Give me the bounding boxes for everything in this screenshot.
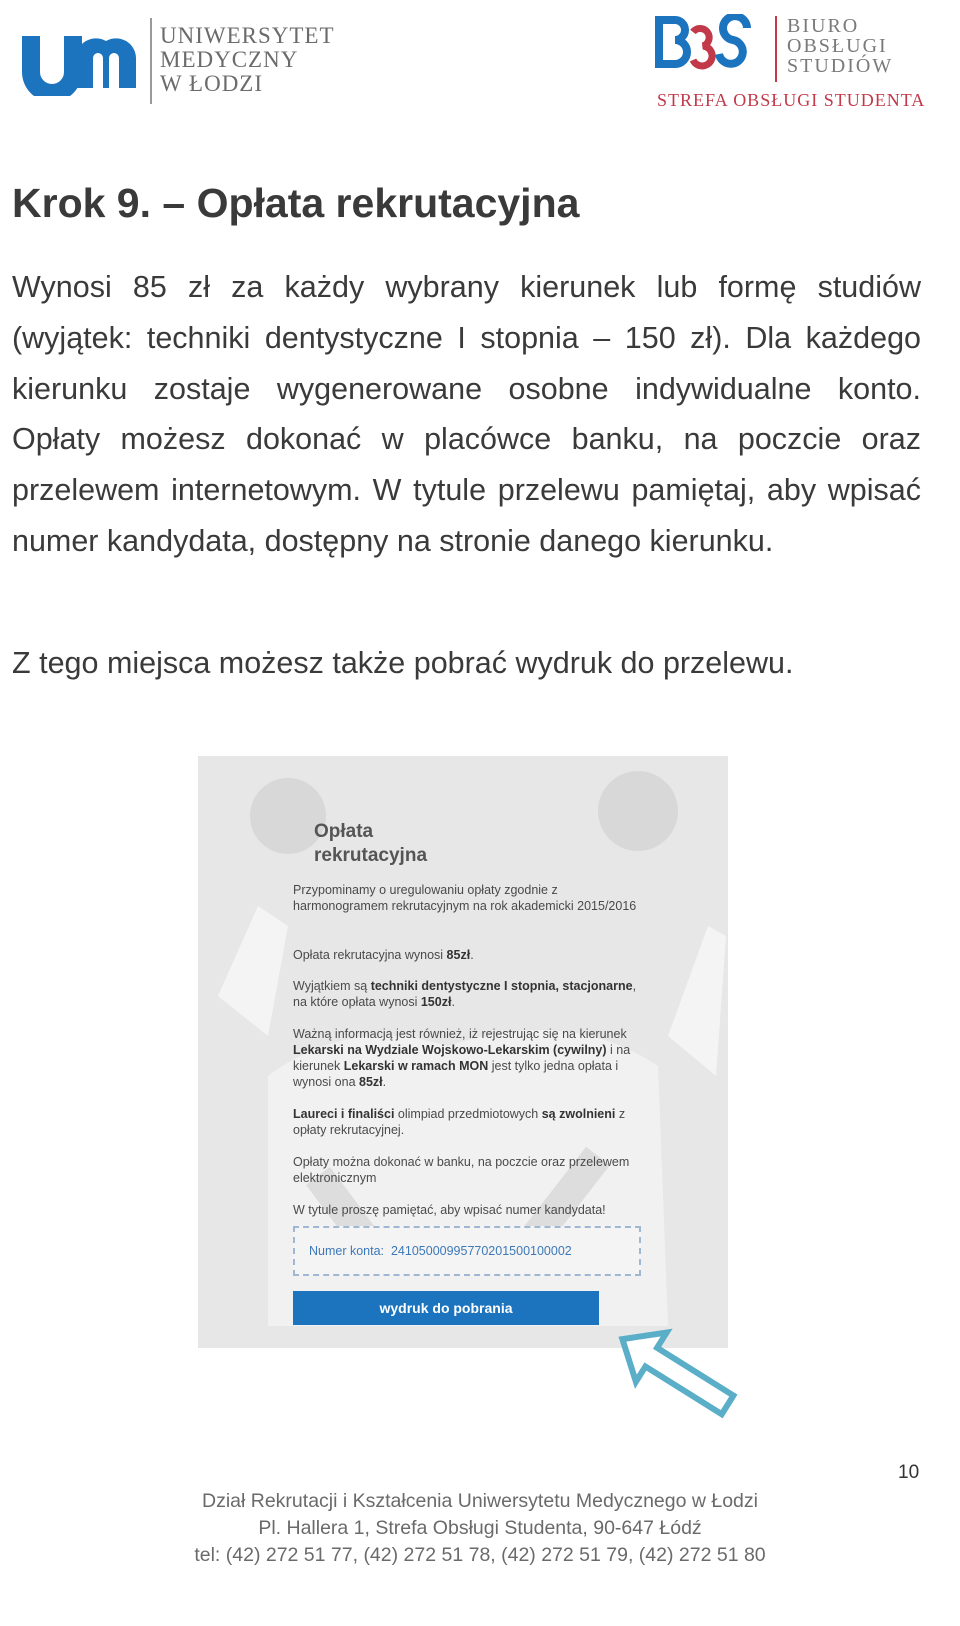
bos-logo-text: [787, 16, 893, 76]
fee-card-title-line2: rekrutacyjna: [314, 845, 428, 866]
fee-military-f: 85zł: [359, 1075, 383, 1089]
bos-logo-line1: BIURO: [787, 15, 860, 37]
fee-amount-prefix: Opłata rekrutacyjna wynosi: [293, 948, 447, 962]
fee-payment-methods-text: Opłaty można dokonać w banku, na poczcie oraz przelewem elektronicznym: [293, 1155, 630, 1185]
fee-exception-d: 150zł: [420, 995, 452, 1009]
fee-exception-a: Wyjątkiem są: [293, 979, 371, 993]
account-number-value: 24105000995770201500100002: [390, 1244, 572, 1258]
footer-line3: tel: (42) 272 51 77, (42) 272 51 78, (42) 272 51 79, (42) 272 51 80: [194, 1544, 766, 1566]
fee-amount-value: 85zł: [446, 948, 471, 962]
download-printout-button[interactable]: wydruk do pobrania: [293, 1291, 599, 1325]
page-title: Krok 9. – Opłata rekrutacyjna: [12, 180, 580, 226]
fee-military-c: i na kierunek: [293, 1043, 631, 1073]
fee-screenshot: [198, 756, 728, 1348]
fee-card-title: [314, 820, 534, 868]
bos-logo-icon: [655, 14, 755, 76]
fee-title-reminder-text: W tytule proszę pamiętać, aby wpisać numer kandydata!: [293, 1203, 606, 1217]
fee-exempt-c: są zwolnieni: [541, 1107, 616, 1121]
page-number: 10: [898, 1462, 920, 1483]
fee-military-d: Lekarski w ramach MON: [343, 1059, 489, 1073]
account-number: [309, 1244, 572, 1258]
page-footer: [0, 1488, 960, 1569]
bos-logo-separator: [775, 16, 777, 82]
fee-amount-suffix: .: [470, 948, 474, 962]
fee-exempt-text: [293, 1106, 638, 1138]
fee-reminder-text: Przypominamy o uregulowaniu opłaty zgodnie z harmonogramem rekrutacyjnym na rok akademicki 2015/2016: [293, 883, 637, 913]
account-number-label: Numer konta:: [309, 1244, 385, 1258]
um-logo-text: [160, 24, 335, 96]
bos-logo-strefa: STREFA OBSŁUGI STUDENTA: [657, 90, 926, 110]
um-logo: [20, 18, 335, 108]
fee-military-e: jest tylko jedna opłata i wynosi ona: [293, 1059, 619, 1089]
um-logo-line3: W ŁODZI: [160, 71, 264, 96]
fee-exempt-a: Laureci i finaliści: [293, 1107, 395, 1121]
fee-military-a: Ważną informacją jest również, iż rejestrując się na kierunek: [293, 1027, 627, 1041]
bos-logo: [655, 14, 950, 124]
intro-paragraph: Wynosi 85 zł za każdy wybrany kierunek lub formę studiów (wyjątek: techniki dentystyczne I stopnia – 150 zł). Dla każdego kierunku zostaje wygenerowane osobne indywidualne konto. Opłaty możesz dokonać w placówce banku, na poczcie oraz przelewem internetowym. W tytule przelewu pamiętaj, aby wpisać numer kandydata, dostępny na stronie danego kierunku.: [12, 270, 921, 558]
arrow-up-left-icon: [605, 1325, 745, 1420]
um-logo-line1: UNIWERSYTET: [160, 23, 335, 48]
page-header: [0, 0, 960, 130]
fee-exempt-b: olimpiad przedmiotowych: [394, 1107, 542, 1121]
bos-logo-line3: STUDIÓW: [787, 55, 894, 77]
fee-military-g: .: [382, 1075, 387, 1089]
footer-line2: Pl. Hallera 1, Strefa Obsługi Studenta, 90-647 Łódź: [258, 1517, 702, 1539]
fee-exception-c: , na które opłata wynosi: [293, 979, 637, 1009]
account-number-box: [293, 1226, 641, 1276]
um-logo-separator: [150, 18, 152, 104]
fee-card-title-line1: Opłata: [314, 821, 374, 842]
fee-exception-b: techniki dentystyczne I stopnia, stacjonarne: [370, 979, 633, 993]
um-logo-line2: MEDYCZNY: [160, 47, 299, 72]
fee-military-text: [293, 1026, 638, 1090]
um-logo-icon: [20, 28, 138, 96]
fee-exempt-d: z opłaty rekrutacyjnej.: [293, 1107, 626, 1137]
footer-line1: Dział Rekrutacji i Kształcenia Uniwersytetu Medycznego w Łodzi: [202, 1490, 758, 1512]
fee-amount-text: [293, 947, 638, 963]
bos-logo-line2: OBSŁUGI: [787, 35, 888, 57]
fee-exception-text: [293, 978, 638, 1010]
fee-exception-e: .: [451, 995, 455, 1009]
fee-military-b: Lekarski na Wydziale Wojskowo-Lekarskim (cywilny): [293, 1043, 607, 1057]
print-info-paragraph: Z tego miejsca możesz także pobrać wydruk do przelewu.: [12, 646, 794, 680]
